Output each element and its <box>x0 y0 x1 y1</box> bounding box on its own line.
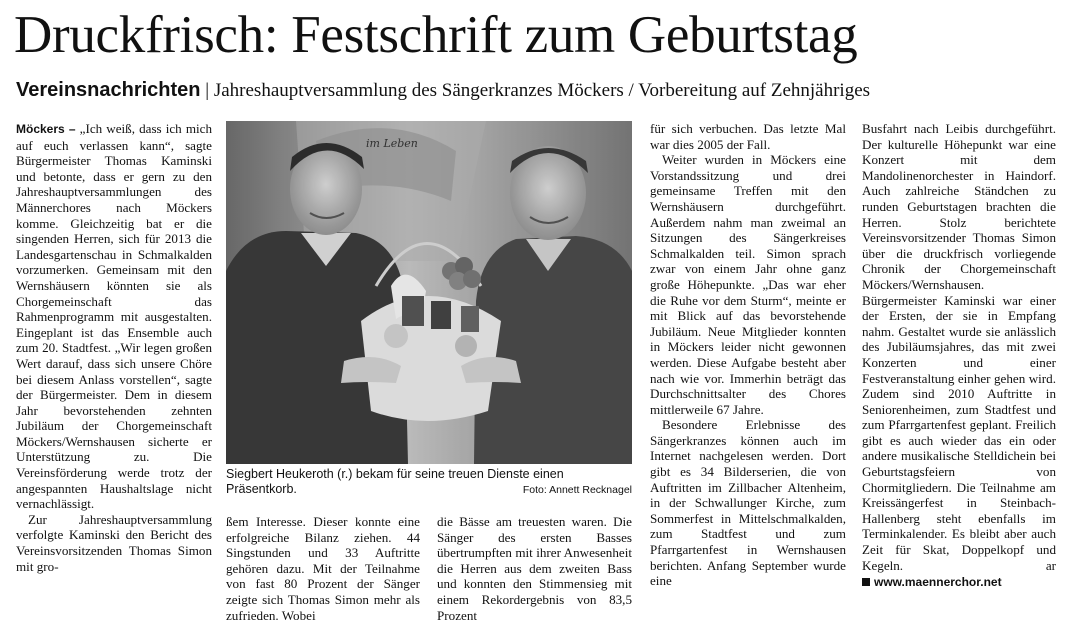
text-column-5 <box>862 121 1056 630</box>
paragraph: ßem Interesse. Dieser konnte eine erfolgreiche Bilanz ziehen. 44 Singstunden und 33 Auftritte gehören dazu. Mit der Teilnahme von fast 80 Prozent der Sänger zeigte sich Thomas Simon mehr als zufrieden. Wobei <box>226 514 420 623</box>
text-column-2 <box>226 514 420 630</box>
paragraph-text: „Ich weiß, dass ich mich auf euch verlassen kann“, sagte Bürgermeister Thomas Kaminski und betonte, dass er gern zu den Jahreshauptversammlungen des Männerchores nach Möckers komme. Gleichzeitig bat er die singenden Herren, sich für 2013 die Landesgartenschau in Schmalkalden vorzumerken. Gemeinsam mit den Wernshäusern könnten sie als Chorgemeinschaft das Rahmenprogramm mit ausgestalten. Eingeplant ist das Ensemble auch zum 20. Stadtfest. „Wir legen großen Wert darauf, dass sich unsere Chöre bei diesem Anlass vorstellen“, sagte der Bürgermeister. Dem in diesem Jahr bevorstehenden zehnten Jubiläum der Chorgemeinschaft Möckers/Wernshausen sicherte er Unterstützung zu. Die Vereinsförderung werde trotz der angespannten Haushaltslage nicht vernachlässigt. <box>16 121 212 512</box>
rubric: Vereinsnachrichten <box>16 79 201 101</box>
photo-illustration <box>226 121 632 464</box>
dateline: Möckers – <box>16 122 76 136</box>
article-photo <box>226 121 632 464</box>
subheadline: Jahreshauptversammlung des Sängerkranzes Möckers / Vorbereitung auf Zehnjähriges <box>213 80 871 101</box>
photo-caption <box>226 467 632 497</box>
photo-credit: Foto: Annett Recknagel <box>522 484 632 496</box>
website-text: www.maennerchor.net <box>874 575 1002 590</box>
caption-text: Siegbert Heukeroth (r.) bekam für seine treuen Dienste einen Präsentkorb. <box>226 467 564 496</box>
paragraph: Weiter wurden in Möckers eine Vorstandssitzung und drei gemeinsame Treffen mit den Wernshäusern durchgeführt. Außerdem nahm man zweimal an Sitzungen des Sängerkreises Schmalkalden teil. Simon sprach zwar von einem Jahr ohne ganz große Höhepunkte. „Das war eher die Ruhe vor dem Sturm“, meinte er mit Blick auf das bevorstehende Jubiläum. Neue Mitglieder konnten in Möckers leider nicht gewonnen werden. Diese Aufgabe besteht aber nach wie vor. Immerhin beträgt das Durchschnittsalter des Chores mittlerweile 67 Jahre. <box>650 152 846 417</box>
text-column-3 <box>437 514 632 630</box>
paragraph: die Bässe am treuesten waren. Die Sänger des ersten Basses übertrumpften mit ihrer Anwesenheit die Herren aus dem zweiten Bass und konnten den Stimmensieg mit einem Rekordergebnis von 83,5 Prozent <box>437 514 632 623</box>
separator: | <box>205 80 210 101</box>
paragraph <box>862 121 1056 573</box>
text-column-4 <box>650 121 846 630</box>
paragraph: für sich verbuchen. Das letzte Mal war dies 2005 der Fall. <box>650 121 846 152</box>
paragraph: Besondere Erlebnisse des Sängerkranzes können auch im Internet nachgelesen werden. Dort gibt es 34 Bilderserien, die von Auftritten im Zillbacher Altenheim, in der Schwallunger Kirche, zum Sommerfest in Mittelschmalkalden, zum Stadtfest und zum Pfarrgartenfest in Wernshausen berichten. Anfang September wurde eine <box>650 417 846 589</box>
headline: Druckfrisch: Festschrift zum Geburtstag <box>14 6 858 64</box>
paragraph <box>16 121 212 512</box>
sign-text: im Leben <box>366 137 418 150</box>
paragraph: Zur Jahreshauptversammlung verfolgte Kaminski den Bericht des Vereinsvorsitzenden Thomas Simon mit gro- <box>16 511 212 574</box>
website-line <box>862 574 1056 591</box>
paragraph-text: Busfahrt nach Leibis durchgeführt. Der kulturelle Höhepunkt war eine Konzert mit dem Mandolinenorchester in Haindorf. Auch zahlreiche Ständchen zu runden Geburtstagen brachten die Herren. Stolz berichtete Vereinsvorsitzender Thomas Simon über die druckfrisch vorliegende Chronik der Chorgemeinschaft Möckers/Wernshausen. Bürgermeister Kaminski war einer der Ersten, der sie in Empfang nahm. Gestaltet wurde sie anlässlich des Jubiläumsjahres, das mit zwei Konzerten und einer Festveranstaltung einher gehen wird. Zudem sind 2010 Auftritte in Seniorenheimen, zum Stadtfest und zum Pfarrgartenfest geplant. Freilich gibt es auch wieder das ein oder andere musikalische Stelldichein bei Geburtstagsfeiern von Chormitgliedern. Die Teilnahme am Kreissängerfest in Steinbach-Hallenberg steht ebenfalls im Terminkalender. Es bleibt aber auch Zeit für Skat, Doppelkopf und Kegeln. <box>862 121 1056 573</box>
text-column-1 <box>16 121 212 630</box>
subheadline-row <box>16 76 1061 104</box>
website-link[interactable] <box>862 575 1002 589</box>
square-bullet-icon <box>862 578 870 586</box>
author-initials: ar <box>1045 557 1056 573</box>
